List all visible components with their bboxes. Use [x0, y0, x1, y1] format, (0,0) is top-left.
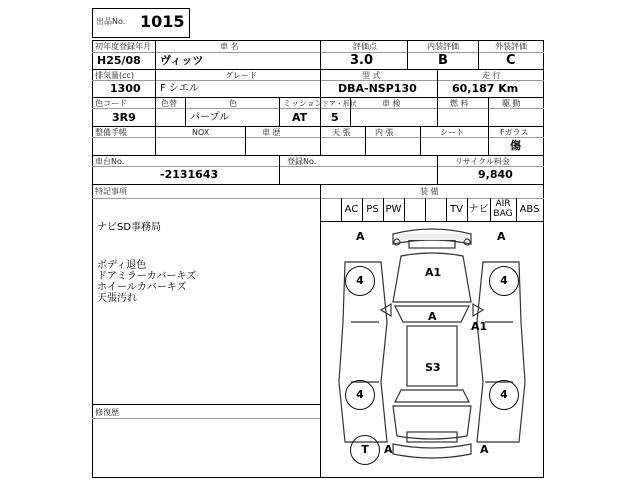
doors-label: ドア・形状 — [322, 100, 357, 108]
equipment-label: 装 備 — [420, 187, 439, 196]
glass-value: 傷 — [510, 139, 521, 152]
lot-label: 出品No. — [96, 17, 126, 26]
note-damage-list: ボディ退色 ドアミラーカバーキズ ホイールカバーキズ 天張汚れ — [97, 260, 197, 304]
interior-panel-label: 内 張 — [375, 128, 394, 137]
color-swap-label: 色替 — [161, 99, 177, 108]
repair-history-label: 修復歴 — [95, 408, 119, 417]
interior-grade-label: 内装評価 — [427, 42, 459, 51]
chassis-label: 車台No. — [95, 157, 125, 166]
mark-hood: A1 — [425, 266, 442, 279]
equip-airbag: AIR BAG — [493, 199, 513, 219]
regno-label: 登録No. — [287, 157, 317, 166]
color-code-value: 3R9 — [112, 111, 136, 124]
displacement-value: 1300 — [110, 82, 141, 95]
interior-grade-value: B — [438, 53, 448, 68]
mark-trunk: S3 — [425, 361, 441, 374]
mark-front-right: A — [497, 230, 506, 243]
color-label: 色 — [229, 99, 237, 108]
inspection-label: 車 検 — [382, 99, 401, 108]
sunroof-label: 天 張 — [332, 128, 351, 137]
seat-label: シート — [440, 128, 464, 137]
equip-abs: ABS — [519, 204, 540, 215]
color-value: パープル — [190, 112, 230, 123]
note-navi: ナビSD事務局 — [97, 222, 162, 233]
exterior-grade-value: C — [506, 53, 516, 68]
doors-value: 5 — [331, 111, 339, 124]
mark-roof: A — [428, 310, 437, 323]
mark-right-door: A1 — [471, 320, 488, 333]
notes-label: 特記事項 — [95, 187, 127, 196]
equip-pw: PW — [385, 204, 402, 215]
mission-label: ミッション — [283, 99, 323, 108]
equip-navi: ナビ — [468, 204, 489, 215]
car-name-label: 車 名 — [220, 42, 239, 51]
recycle-label: リサイクル料金 — [455, 157, 510, 166]
mileage-value: 60,187 Km — [452, 82, 519, 95]
mark-rear-1: A — [384, 443, 393, 456]
equip-ac: AC — [344, 204, 359, 215]
mileage-label: 走 行 — [482, 71, 501, 80]
mark-rear-2: A — [480, 443, 489, 456]
grade-value: F シエル — [160, 83, 199, 94]
color-code-label: 色コード — [95, 99, 127, 108]
mission-value: AT — [292, 111, 308, 124]
grade-label: グレード — [225, 71, 257, 80]
history-label: 車 歴 — [262, 128, 281, 137]
nox-label: NOX — [192, 128, 210, 137]
lot-number: 1015 — [140, 12, 185, 31]
reg-date-label: 初年度登録年月 — [95, 42, 151, 51]
score-value: 3.0 — [350, 53, 374, 68]
tire-rear-right-grade: 4 — [500, 388, 508, 401]
score-label: 評価点 — [353, 42, 377, 51]
drive-label: 駆 動 — [502, 99, 521, 108]
chassis-value: -2131643 — [160, 168, 219, 181]
equip-ps: PS — [366, 204, 379, 215]
spare-tire-grade: T — [361, 443, 369, 456]
model-label: 型 式 — [362, 71, 381, 80]
equip-tv: TV — [450, 204, 463, 215]
manual-label: 整備手帳 — [95, 128, 127, 137]
reg-date-value: H25/08 — [97, 54, 141, 67]
glass-label: Fガラス — [500, 128, 529, 137]
tire-front-right-grade: 4 — [500, 274, 508, 287]
model-value: DBA-NSP130 — [338, 82, 417, 95]
fuel-label: 燃 料 — [450, 99, 469, 108]
recycle-value: 9,840 — [478, 168, 513, 181]
displacement-label: 排気量(cc) — [95, 71, 135, 80]
car-name-value: ヴィッツ — [160, 54, 204, 67]
mark-front-left: A — [356, 230, 365, 243]
tire-rear-left-grade: 4 — [356, 388, 364, 401]
tire-front-left-grade: 4 — [356, 274, 364, 287]
exterior-grade-label: 外装評価 — [495, 42, 527, 51]
